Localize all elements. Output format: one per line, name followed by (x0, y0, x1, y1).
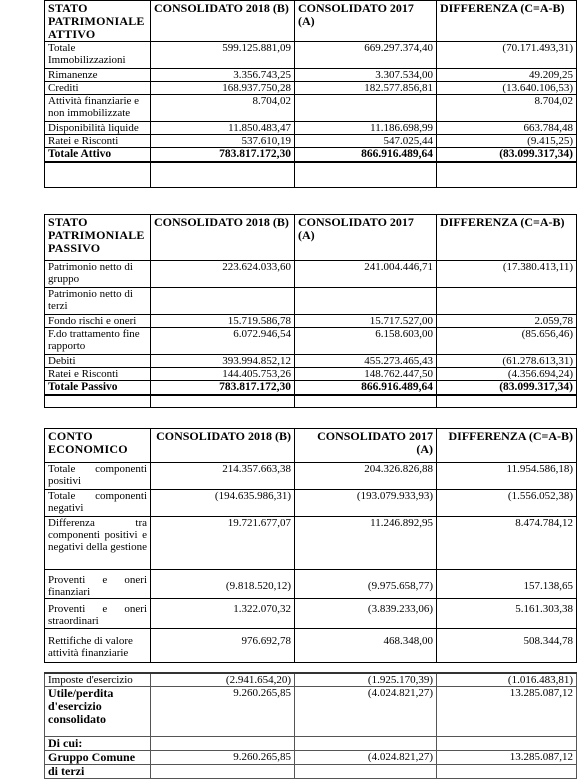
col-header-2017: CONSOLIDATO 2017 (A) (295, 1, 437, 42)
value-diff (437, 288, 577, 315)
value-diff: (17.380.413,11) (437, 261, 577, 288)
conto-title: CONTO ECONOMICO (45, 429, 151, 463)
value-2017: 455.273.465,43 (295, 355, 437, 368)
passivo-table (44, 214, 577, 408)
value-diff: (61.278.613,31) (437, 355, 577, 368)
value-2017 (295, 737, 437, 751)
total-label: Totale Attivo (45, 148, 151, 162)
value-2018: 144.405.753,26 (151, 368, 295, 381)
table-row (45, 315, 577, 328)
table-row (45, 599, 577, 629)
row-label: Di cui: (45, 737, 151, 751)
row-label: Totale Immobilizzazioni (45, 42, 151, 69)
row-label: Totale componenti negativi (45, 490, 151, 517)
value-2017: 204.326.826,88 (295, 463, 437, 490)
attivo-title: STATO PATRIMONIALE ATTIVO (45, 1, 151, 42)
row-label: Ratei e Risconti (45, 368, 151, 381)
table-row (45, 751, 577, 765)
total-label: Totale Passivo (45, 381, 151, 395)
row-label: Imposte d'esercizio (45, 673, 151, 687)
value-2017: 468.348,00 (295, 629, 437, 663)
value-2018: 9.260.265,85 (151, 687, 295, 737)
row-label: Rettifiche di valore attività finanziarie (45, 629, 151, 663)
table-row (45, 368, 577, 381)
value-2018: (9.818.520,12) (151, 570, 295, 599)
table-row (45, 135, 577, 148)
table-row (45, 355, 577, 368)
table-row (45, 328, 577, 355)
conto-economico-table (44, 428, 577, 663)
value-2018: 976.692,78 (151, 629, 295, 663)
value-diff: (4.356.694,24) (437, 368, 577, 381)
value-diff: 11.954.586,18) (437, 463, 577, 490)
row-label: Differenza tra componenti positivi e negativi della gestione (45, 517, 151, 570)
passivo-title: STATO PATRIMONIALE PASSIVO (45, 215, 151, 261)
table-row (45, 261, 577, 288)
spacer-row (45, 162, 577, 188)
value-2017: 182.577.856,81 (295, 82, 437, 95)
table-row (45, 122, 577, 135)
value-2018 (151, 765, 295, 779)
value-2018: 1.322.070,32 (151, 599, 295, 629)
spacer-cell (295, 395, 437, 408)
value-2017: (9.975.658,77) (295, 570, 437, 599)
spacer-cell (45, 395, 151, 408)
value-2017: (3.839.233,06) (295, 599, 437, 629)
row-label: Totale componenti positivi (45, 463, 151, 490)
value-2018: 9.260.265,85 (151, 751, 295, 765)
spacer-cell (437, 395, 577, 408)
spacer-cell (45, 162, 151, 188)
value-2018: 11.850.483,47 (151, 122, 295, 135)
risultato-table (44, 672, 577, 779)
row-label: Attività finanziarie e non immobilizzate (45, 95, 151, 122)
row-label: Proventi e oneri straordinari (45, 599, 151, 629)
table-row (45, 570, 577, 599)
table-row (45, 42, 577, 69)
col-header-diff: DIFFERENZA (C=A-B) (437, 1, 577, 42)
value-2018: 537.610,19 (151, 135, 295, 148)
value-2017: 3.307.534,00 (295, 69, 437, 82)
col-header-2018: CONSOLIDATO 2018 (B) (151, 429, 295, 463)
value-diff: 8.474.784,12 (437, 517, 577, 570)
value-2018: (194.635.986,31) (151, 490, 295, 517)
value-2017: 15.717.527,00 (295, 315, 437, 328)
value-diff: 508.344,78 (437, 629, 577, 663)
total-row (45, 381, 577, 395)
col-header-2017: CONSOLIDATO 2017 (A) (295, 429, 437, 463)
value-diff: 2.059,78 (437, 315, 577, 328)
table-row (45, 463, 577, 490)
row-label: Debiti (45, 355, 151, 368)
spacer-cell (151, 162, 295, 188)
row-label: di terzi (45, 765, 151, 779)
value-2017: 241.004.446,71 (295, 261, 437, 288)
value-2017: 11.186.698,99 (295, 122, 437, 135)
row-label: Gruppo Comune (45, 751, 151, 765)
value-2018: 15.719.586,78 (151, 315, 295, 328)
value-2017: (1.925.170,39) (295, 673, 437, 687)
row-label: Disponibilità liquide (45, 122, 151, 135)
spacer-cell (151, 395, 295, 408)
value-2018: 19.721.677,07 (151, 517, 295, 570)
table-row (45, 737, 577, 751)
value-diff (437, 737, 577, 751)
value-diff: (1.556.052,38) (437, 490, 577, 517)
value-2017: 148.762.447,50 (295, 368, 437, 381)
value-2017 (295, 288, 437, 315)
table-row (45, 82, 577, 95)
table-row (45, 95, 577, 122)
value-diff: (70.171.493,31) (437, 42, 577, 69)
value-diff: 13.285.087,12 (437, 751, 577, 765)
total-diff: (83.099.317,34) (437, 381, 577, 395)
total-row (45, 148, 577, 162)
value-diff: (1.016.483,81) (437, 673, 577, 687)
table-row (45, 490, 577, 517)
col-header-2018: CONSOLIDATO 2018 (B) (151, 215, 295, 261)
value-2017 (295, 765, 437, 779)
table-row (45, 673, 577, 687)
value-2018: 223.624.033,60 (151, 261, 295, 288)
value-2018: (2.941.654,20) (151, 673, 295, 687)
conto-header-row (45, 429, 577, 463)
passivo-header-row (45, 215, 577, 261)
table-row (45, 629, 577, 663)
value-diff: (9.415,25) (437, 135, 577, 148)
row-label: Patrimonio netto di terzi (45, 288, 151, 315)
row-label: F.do trattamento fine rapporto (45, 328, 151, 355)
value-diff: 5.161.303,38 (437, 599, 577, 629)
table-row (45, 288, 577, 315)
value-2017: (4.024.821,27) (295, 687, 437, 737)
total-2018: 783.817.172,30 (151, 148, 295, 162)
row-label: Crediti (45, 82, 151, 95)
value-2018: 168.937.750,28 (151, 82, 295, 95)
spacer-cell (295, 162, 437, 188)
col-header-diff: DIFFERENZA (C=A-B) (437, 429, 577, 463)
value-2018: 3.356.743,25 (151, 69, 295, 82)
value-diff: 13.285.087,12 (437, 687, 577, 737)
col-header-2018: CONSOLIDATO 2018 (B) (151, 1, 295, 42)
row-label: Rimanenze (45, 69, 151, 82)
value-2018: 6.072.946,54 (151, 328, 295, 355)
value-2018: 214.357.663,38 (151, 463, 295, 490)
table-row (45, 687, 577, 737)
value-2018: 599.125.881,09 (151, 42, 295, 69)
value-2018 (151, 737, 295, 751)
spacer-cell (437, 162, 577, 188)
value-2017: 11.246.892,95 (295, 517, 437, 570)
table-row (45, 69, 577, 82)
value-2018: 393.994.852,12 (151, 355, 295, 368)
value-2017: 669.297.374,40 (295, 42, 437, 69)
value-2017: 6.158.603,00 (295, 328, 437, 355)
table-row (45, 517, 577, 570)
total-2018: 783.817.172,30 (151, 381, 295, 395)
total-diff: (83.099.317,34) (437, 148, 577, 162)
value-diff: 157.138,65 (437, 570, 577, 599)
value-2017: (193.079.933,93) (295, 490, 437, 517)
value-diff (437, 765, 577, 779)
value-diff: 49.209,25 (437, 69, 577, 82)
value-2018: 8.704,02 (151, 95, 295, 122)
col-header-diff: DIFFERENZA (C=A-B) (437, 215, 577, 261)
row-label: Fondo rischi e oneri (45, 315, 151, 328)
row-label: Utile/perdita d'esercizio consolidato (45, 687, 151, 737)
col-header-2017: CONSOLIDATO 2017 (A) (295, 215, 437, 261)
total-2017: 866.916.489,64 (295, 148, 437, 162)
row-label: Ratei e Risconti (45, 135, 151, 148)
value-diff: (85.656,46) (437, 328, 577, 355)
attivo-header-row (45, 1, 577, 42)
value-diff: (13.640.106,53) (437, 82, 577, 95)
row-label: Proventi e oneri finanziari (45, 570, 151, 599)
table-row (45, 765, 577, 779)
spacer-row (45, 395, 577, 408)
value-2018 (151, 288, 295, 315)
attivo-table (44, 0, 577, 188)
value-2017: 547.025,44 (295, 135, 437, 148)
value-diff: 8.704,02 (437, 95, 577, 122)
total-2017: 866.916.489,64 (295, 381, 437, 395)
value-diff: 663.784,48 (437, 122, 577, 135)
row-label: Patrimonio netto di gruppo (45, 261, 151, 288)
value-2017: (4.024.821,27) (295, 751, 437, 765)
value-2017 (295, 95, 437, 122)
